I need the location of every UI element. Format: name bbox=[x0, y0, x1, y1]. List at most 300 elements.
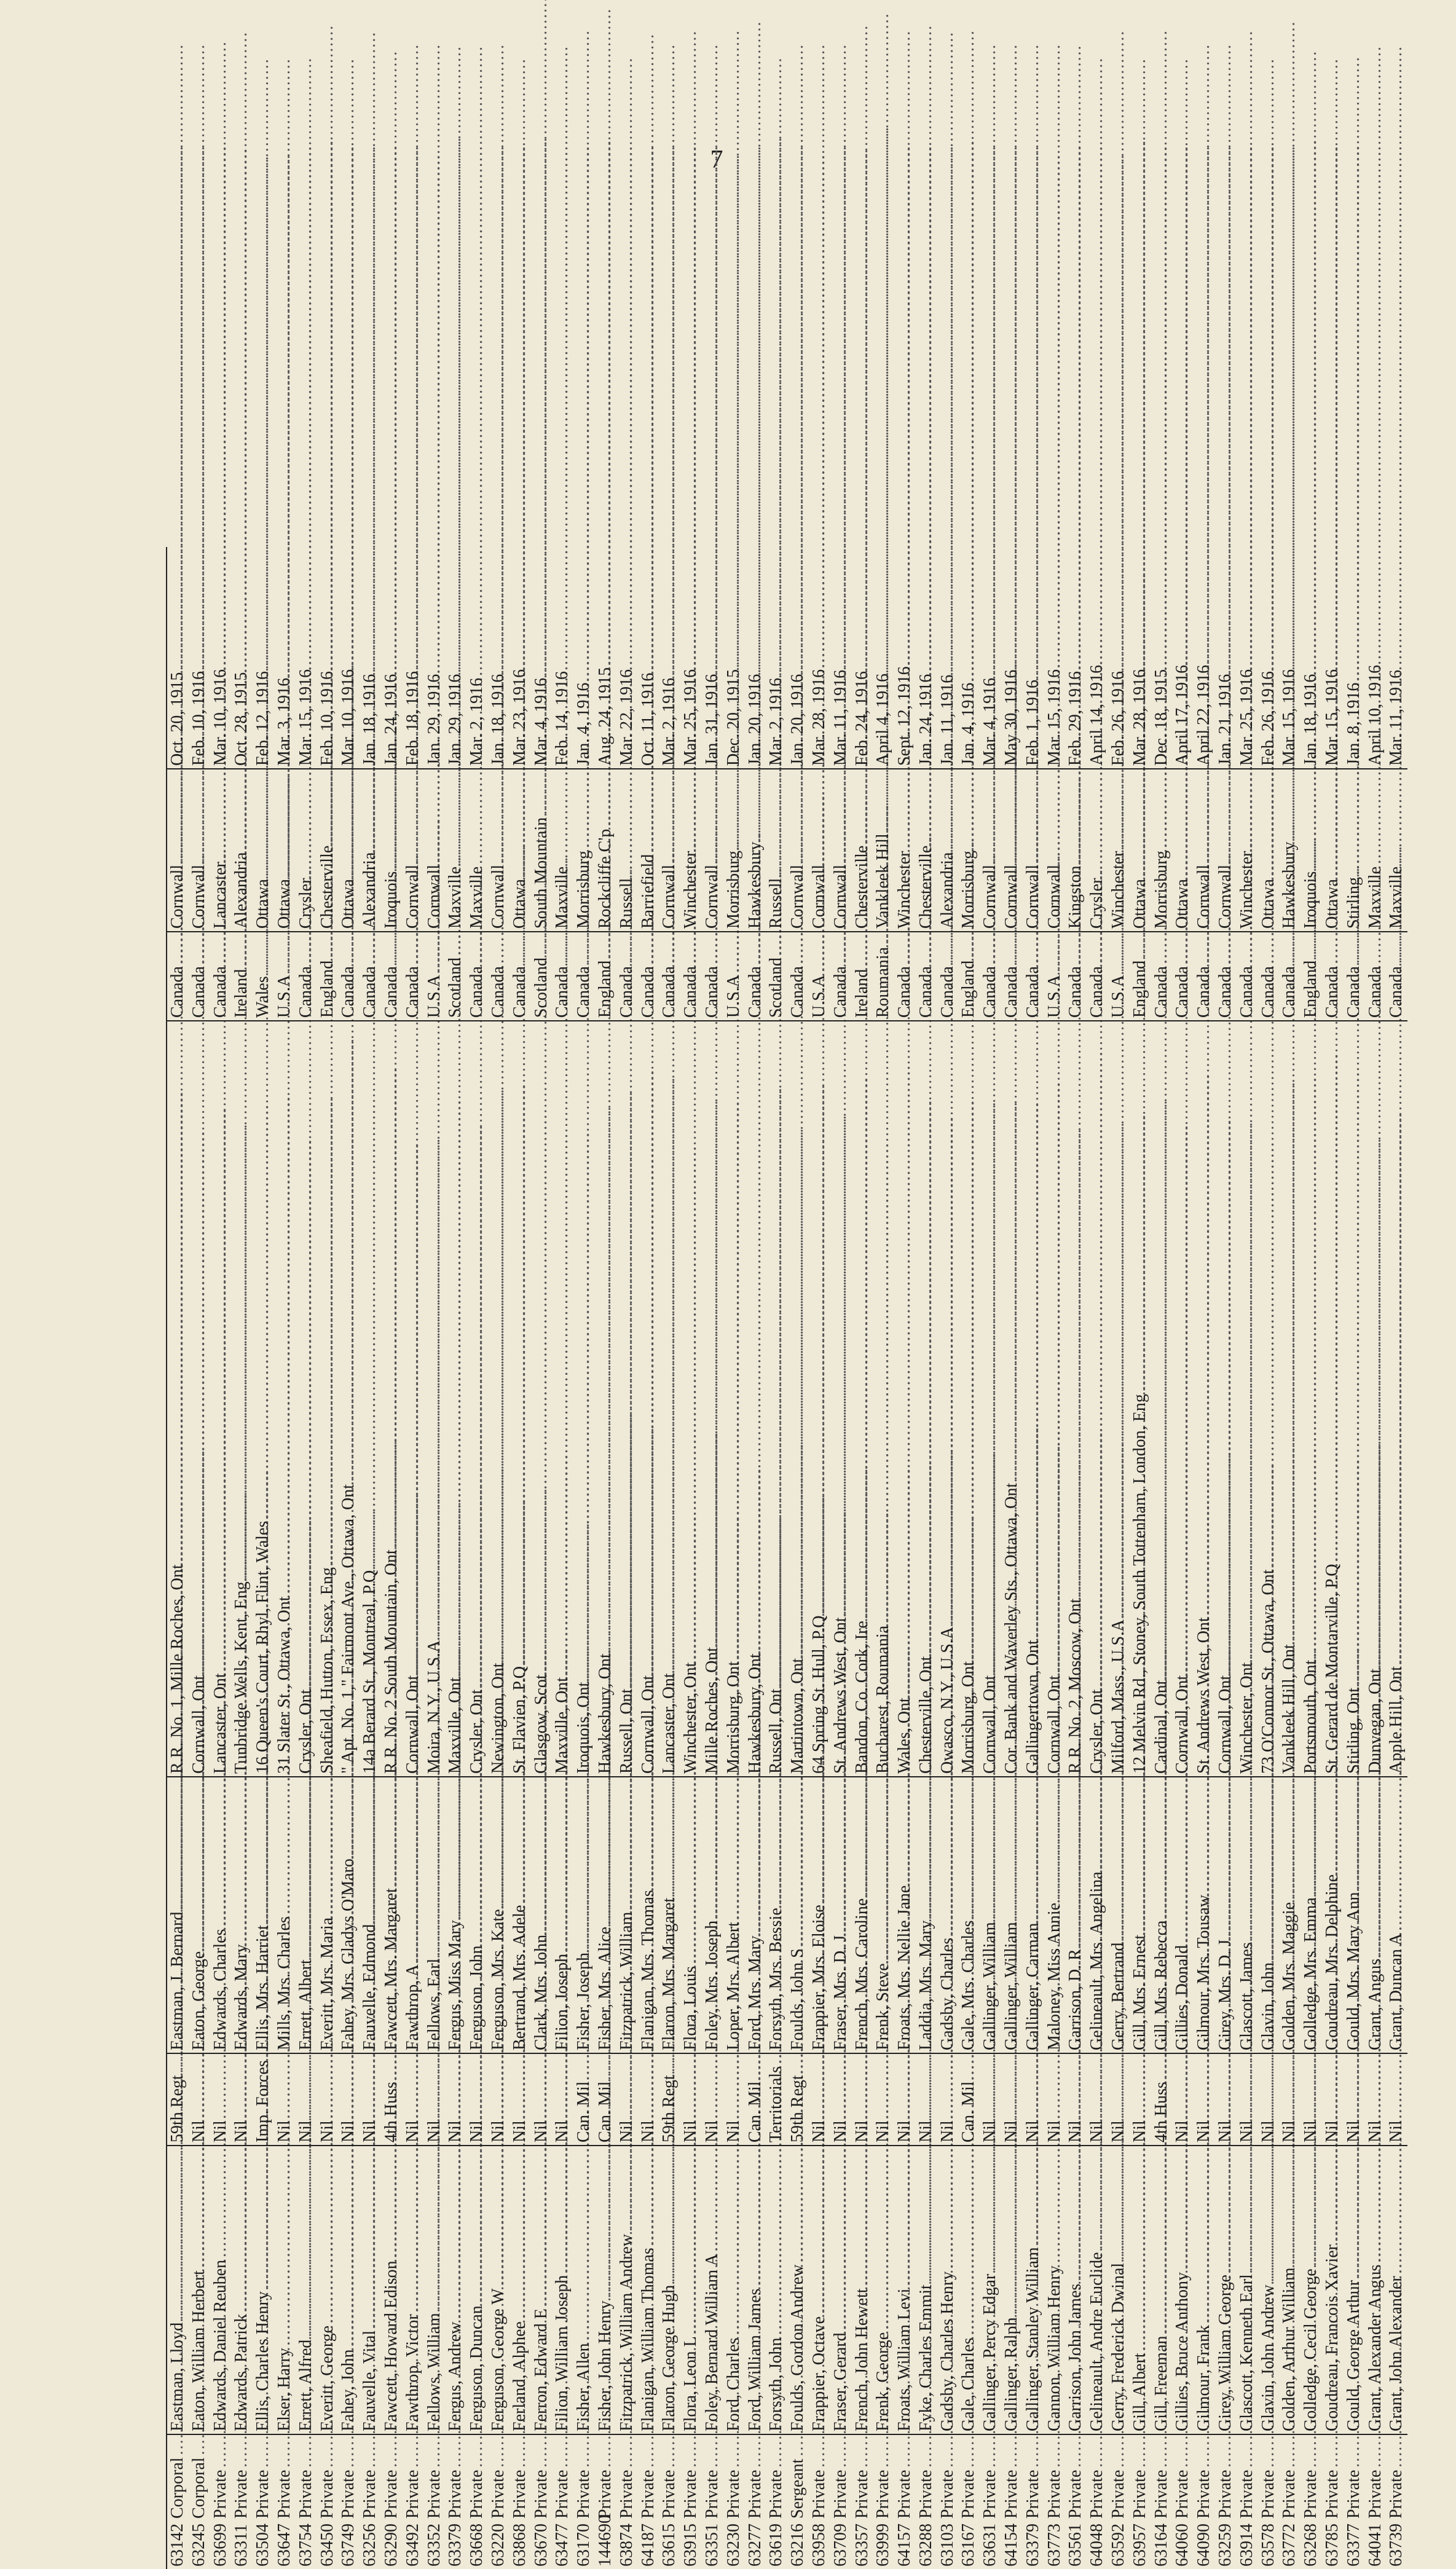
next-of-kin-cell: Eaton, George ..... bbox=[189, 1777, 210, 2054]
enlistment-place-cell: Ottawa ..... bbox=[338, 769, 360, 932]
previous-service-cell: Nil bbox=[1108, 2054, 1130, 2146]
next-of-kin-address-cell: Sheafield, Hutton, Essex, Eng ..... bbox=[317, 1021, 339, 1777]
enlistment-date-cell: Mar. 2, 1916 bbox=[466, 547, 488, 769]
previous-service-cell: Nil bbox=[680, 2054, 702, 2146]
rank-cell: Private ..... bbox=[1344, 2435, 1365, 2521]
previous-service-cell: Nil bbox=[488, 2054, 510, 2146]
regimental-number-cell: 63749 bbox=[339, 2524, 358, 2567]
birth-country-cell: Wales ..... bbox=[253, 932, 274, 1021]
enlistment-date-cell: April 22, 1916 bbox=[1194, 547, 1215, 769]
enlistment-place-cell: Russell ..... bbox=[616, 769, 638, 932]
next-of-kin-cell: Fergus, Miss Mary ..... bbox=[445, 1777, 466, 2054]
enlistment-place-cell: Cornwall ..... bbox=[1001, 769, 1023, 932]
soldier-name-cell: Frenk, George ..... bbox=[873, 2146, 894, 2435]
soldier-name-cell: Edwards, Patrick ..... bbox=[231, 2146, 253, 2435]
enlistment-date-cell: Jan. 18, 1916 bbox=[360, 547, 381, 769]
enlistment-date-cell: Oct. 28, 1915 bbox=[231, 547, 253, 769]
next-of-kin-address-cell: Owasco, N.Y., U.S.A ..... bbox=[937, 1021, 959, 1777]
next-of-kin-cell: Gallinger, Carman ..... bbox=[1023, 1777, 1044, 2054]
enlistment-place-cell: Winchester ..... bbox=[680, 769, 702, 932]
rank-cell: Private ..... bbox=[424, 2435, 446, 2521]
soldier-name-cell: Fisher, John Henry ..... bbox=[595, 2146, 616, 2435]
birth-country-cell: Scotland ..... bbox=[531, 932, 553, 1021]
soldier-name-cell: Forsyth, John ..... bbox=[766, 2146, 787, 2435]
enlistment-date-cell: Mar. 10, 1916 bbox=[338, 547, 360, 769]
soldier-name-cell: Ferguson, Duncan ..... bbox=[466, 2146, 488, 2435]
birth-country-cell: Canada ..... bbox=[659, 932, 680, 1021]
enlistment-place-cell: Cornwall ..... bbox=[403, 769, 424, 932]
enlistment-place-cell: Maxville ..... bbox=[466, 769, 488, 932]
table-row bbox=[809, 547, 830, 2569]
next-of-kin-cell: Golledge, Mrs. Emma ..... bbox=[1301, 1777, 1322, 2054]
regimental-number-cell: 64090 bbox=[1194, 2524, 1214, 2567]
previous-service-cell: Nil bbox=[638, 2054, 659, 2146]
regimental-number-cell: 63785 bbox=[1323, 2524, 1342, 2567]
table-row bbox=[1108, 547, 1130, 2569]
enlistment-place-cell: Iroquois ..... bbox=[381, 769, 403, 932]
birth-country-cell: Canada ..... bbox=[510, 932, 531, 1021]
next-of-kin-address-cell: 16 Queen's Court, Rhyl, Flint, Wales ..... bbox=[253, 1021, 274, 1777]
rank-cell: Private ..... bbox=[958, 2435, 980, 2521]
previous-service-cell: Nil bbox=[1001, 2054, 1023, 2146]
next-of-kin-address-cell: Crysler, Ont ..... bbox=[466, 1021, 488, 1777]
table-row bbox=[1301, 547, 1322, 2569]
soldier-name-cell: Foley, Bernard William A ..... bbox=[702, 2146, 723, 2435]
regimental-number-cell: 63357 bbox=[852, 2524, 872, 2567]
birth-country-cell: Canada ..... bbox=[210, 932, 232, 1021]
birth-country-cell: Canada ..... bbox=[1151, 932, 1173, 1021]
table-row bbox=[381, 547, 403, 2569]
next-of-kin-address-cell: Hawkesbury, Ont ..... bbox=[745, 1021, 766, 1777]
table-row bbox=[787, 547, 809, 2569]
birth-country-cell: U.S.A ..... bbox=[723, 932, 745, 1021]
birth-country-cell: Canada ..... bbox=[1365, 932, 1387, 1021]
enlistment-date-cell: Aug. 24, 1915 bbox=[595, 547, 616, 769]
next-of-kin-address-cell: Wales, Ont ..... bbox=[894, 1021, 916, 1777]
regimental-number-cell: 63103 bbox=[937, 2524, 957, 2567]
enlistment-date-cell: Jan. 11, 1916 bbox=[937, 547, 959, 769]
birth-country-cell: Canada ..... bbox=[1194, 932, 1215, 1021]
enlistment-date-cell: Mar. 4, 1916 bbox=[531, 547, 553, 769]
enlistment-date-cell: Jan. 4, 1916 bbox=[958, 547, 980, 769]
enlistment-place-cell: Hawkesbury ..... bbox=[1279, 769, 1301, 932]
soldier-name-cell: Gadsby, Charles Henry ..... bbox=[937, 2146, 959, 2435]
birth-country-cell: Canada ..... bbox=[1258, 932, 1280, 1021]
enlistment-place-cell: Ottawa ..... bbox=[1258, 769, 1280, 932]
regimental-number-cell: 63379 bbox=[446, 2524, 465, 2567]
rank-cell: Private ..... bbox=[659, 2435, 680, 2521]
previous-service-cell: Nil bbox=[1365, 2054, 1387, 2146]
previous-service-cell: Nil bbox=[189, 2054, 210, 2146]
rank-cell: Private ..... bbox=[894, 2435, 916, 2521]
next-of-kin-cell: Fellows, Earl ..... bbox=[424, 1777, 446, 2054]
enlistment-place-cell: Chesterville ..... bbox=[317, 769, 339, 932]
soldier-name-cell: Gallinger, Percy Edgar ..... bbox=[980, 2146, 1001, 2435]
next-of-kin-address-cell: St. Andrews West, Ont ..... bbox=[830, 1021, 852, 1777]
soldier-name-cell: Ferron, Edward E ..... bbox=[531, 2146, 553, 2435]
regimental-number-cell: 63492 bbox=[403, 2524, 422, 2567]
birth-country-cell: England ..... bbox=[595, 932, 616, 1021]
enlistment-place-cell: Vankleek Hill ..... bbox=[873, 769, 894, 932]
enlistment-place-cell: Cornwall ..... bbox=[830, 769, 852, 932]
previous-service-cell: Nil bbox=[274, 2054, 296, 2146]
enlistment-place-cell: Russell ..... bbox=[766, 769, 787, 932]
next-of-kin-cell: Filion, Joseph ..... bbox=[552, 1777, 573, 2054]
enlistment-place-cell: Ottawa ..... bbox=[1172, 769, 1194, 932]
birth-country-cell: Canada ..... bbox=[1001, 932, 1023, 1021]
table-row bbox=[1386, 547, 1407, 2569]
regimental-number-cell: 64187 bbox=[638, 2524, 658, 2567]
next-of-kin-address-cell: St. Andrews West, Ont ..... bbox=[1194, 1021, 1215, 1777]
enlistment-place-cell: Chesterville ..... bbox=[852, 769, 873, 932]
enlistment-place-cell: Iroquois ..... bbox=[1301, 769, 1322, 932]
enlistment-place-cell: Alexandria ..... bbox=[937, 769, 959, 932]
rank-cell: Private ..... bbox=[766, 2435, 787, 2521]
soldier-name-cell: Glavin, John Andrew ..... bbox=[1258, 2146, 1280, 2435]
regimental-number-cell: 63352 bbox=[424, 2524, 444, 2567]
birth-country-cell: Canada ..... bbox=[937, 932, 959, 1021]
next-of-kin-address-cell: Cornwall, Ont ..... bbox=[1044, 1021, 1066, 1777]
regimental-number-cell: 63220 bbox=[488, 2524, 508, 2567]
previous-service-cell: Territorials bbox=[766, 2054, 787, 2146]
rank-cell: Private ..... bbox=[916, 2435, 937, 2521]
previous-service-cell: Can. Mil bbox=[595, 2054, 616, 2146]
enlistment-date-cell: Jan. 20, 1916 bbox=[787, 547, 809, 769]
next-of-kin-cell: Foulds, John S ..... bbox=[787, 1777, 809, 2054]
soldier-name-cell: Ford, William James ..... bbox=[745, 2146, 766, 2435]
next-of-kin-address-cell: R.R. No. 2 South Mountain, Ont ..... bbox=[381, 1021, 403, 1777]
previous-service-cell: Nil bbox=[723, 2054, 745, 2146]
birth-country-cell: Canada ..... bbox=[1023, 932, 1044, 1021]
rank-cell: Private ..... bbox=[381, 2435, 403, 2521]
enlistment-place-cell: Winchester ..... bbox=[1237, 769, 1258, 932]
previous-service-cell: Nil bbox=[531, 2054, 553, 2146]
soldier-name-cell: Gallinger, Stanley William ..... bbox=[1023, 2146, 1044, 2435]
soldier-name-cell: Gilmour, Frank ..... bbox=[1194, 2146, 1215, 2435]
enlistment-date-cell: Mar. 4, 1916 bbox=[980, 547, 1001, 769]
regimental-number-cell: 63619 bbox=[766, 2524, 786, 2567]
soldier-name-cell: Gillies, Bruce Anthony ..... bbox=[1172, 2146, 1194, 2435]
next-of-kin-address-cell: Tunbridge Wells, Kent, Eng ..... bbox=[231, 1021, 253, 1777]
regimental-number-cell: 63592 bbox=[1109, 2524, 1128, 2567]
enlistment-date-cell: Feb. 14, 1916 bbox=[552, 547, 573, 769]
next-of-kin-address-cell: Russell, Ont ..... bbox=[616, 1021, 638, 1777]
enlistment-place-cell: Chesterville ..... bbox=[916, 769, 937, 932]
rank-cell: Private ..... bbox=[1130, 2435, 1151, 2521]
previous-service-cell: Nil bbox=[317, 2054, 339, 2146]
enlistment-date-cell: Feb. 26, 1916 bbox=[1108, 547, 1130, 769]
soldier-name-cell: Ford, Charles ..... bbox=[723, 2146, 745, 2435]
enlistment-date-cell: Jan. 31, 1916 bbox=[702, 547, 723, 769]
enlistment-place-cell: Cornwall ..... bbox=[702, 769, 723, 932]
enlistment-date-cell: Feb. 18, 1916 bbox=[403, 547, 424, 769]
next-of-kin-cell: Fisher, Joseph ..... bbox=[573, 1777, 595, 2054]
enlistment-place-cell: Morrisburg ..... bbox=[1151, 769, 1173, 932]
birth-country-cell: Canada ..... bbox=[381, 932, 403, 1021]
enlistment-place-cell: Ottawa ..... bbox=[510, 769, 531, 932]
rank-cell: Private ..... bbox=[638, 2435, 659, 2521]
next-of-kin-address-cell: Crysler, Ont ..... bbox=[296, 1021, 317, 1777]
table-row bbox=[573, 547, 595, 2569]
soldier-name-cell: Eastman, Lloyd ..... bbox=[167, 2146, 189, 2435]
next-of-kin-cell: Bertrand, Mrs. Adele ..... bbox=[510, 1777, 531, 2054]
birth-country-cell: Ireland ..... bbox=[852, 932, 873, 1021]
soldier-name-cell: Fyke, Charles Emmit ..... bbox=[916, 2146, 937, 2435]
table-row bbox=[745, 547, 766, 2569]
birth-country-cell: Canada ..... bbox=[1087, 932, 1108, 1021]
regimental-number-cell: 63668 bbox=[467, 2524, 487, 2567]
next-of-kin-cell: Fitzpatrick, William ..... bbox=[616, 1777, 638, 2054]
enlistment-place-cell: Crysler ..... bbox=[296, 769, 317, 932]
next-of-kin-cell: Garrison, D. R ..... bbox=[1065, 1777, 1087, 2054]
regimental-number-cell: 63377 bbox=[1344, 2524, 1363, 2567]
table-row bbox=[937, 547, 959, 2569]
soldier-name-cell: Fauvelle, Vital ..... bbox=[360, 2146, 381, 2435]
next-of-kin-address-cell: Maxville, Ont ..... bbox=[445, 1021, 466, 1777]
rank-cell: Private ..... bbox=[1001, 2435, 1023, 2521]
previous-service-cell: Nil bbox=[1087, 2054, 1108, 2146]
birth-country-cell: Canada ..... bbox=[702, 932, 723, 1021]
rank-cell: Private ..... bbox=[1258, 2435, 1280, 2521]
regimental-number-cell: 63915 bbox=[681, 2524, 701, 2567]
regimental-number-cell: 63170 bbox=[574, 2524, 594, 2567]
table-row bbox=[1237, 547, 1258, 2569]
regimental-number-cell: 63561 bbox=[1066, 2524, 1085, 2567]
soldier-name-cell: Errett, Alfred ..... bbox=[296, 2146, 317, 2435]
next-of-kin-cell: Forsyth, Mrs. Bessie ..... bbox=[766, 1777, 787, 2054]
birth-country-cell: U.S.A ..... bbox=[274, 932, 296, 1021]
table-row bbox=[510, 547, 531, 2569]
previous-service-cell: Nil bbox=[1386, 2054, 1407, 2146]
next-of-kin-cell: Froats, Mrs. Nellie Jane ..... bbox=[894, 1777, 916, 2054]
soldier-name-cell: Frappier, Octave ..... bbox=[809, 2146, 830, 2435]
rank-cell: Private ..... bbox=[466, 2435, 488, 2521]
table-row bbox=[1001, 547, 1023, 2569]
page-number: 7 bbox=[710, 146, 723, 174]
previous-service-cell: Nil bbox=[552, 2054, 573, 2146]
enlistment-place-cell: Cornwall ..... bbox=[659, 769, 680, 932]
enlistment-place-cell: Ottawa ..... bbox=[1322, 769, 1344, 932]
previous-service-cell: 59th Regt bbox=[167, 2054, 189, 2146]
next-of-kin-cell: Fraser, Mrs. D. J ..... bbox=[830, 1777, 852, 2054]
rank-cell: Private ..... bbox=[1365, 2435, 1387, 2521]
soldier-name-cell: Garrison, John James ..... bbox=[1065, 2146, 1087, 2435]
next-of-kin-cell: Eastman, J. Bernard ..... bbox=[167, 1777, 189, 2054]
enlistment-date-cell: Jan. 29, 1916 bbox=[424, 547, 446, 769]
rank-cell: Private ..... bbox=[852, 2435, 873, 2521]
table-row bbox=[424, 547, 446, 2569]
rank-cell: Private ..... bbox=[723, 2435, 745, 2521]
rank-cell: Corporal ..... bbox=[189, 2435, 210, 2521]
rank-cell: Private ..... bbox=[1386, 2435, 1407, 2521]
enlistment-date-cell: Jan. 18, 1916 bbox=[1301, 547, 1322, 769]
table-row bbox=[166, 547, 189, 2569]
enlistment-place-cell: Morrisburg ..... bbox=[958, 769, 980, 932]
enlistment-place-cell: Cornwall ..... bbox=[1215, 769, 1237, 932]
birth-country-cell: U.S.A ..... bbox=[809, 932, 830, 1021]
birth-country-cell: Canada ..... bbox=[296, 932, 317, 1021]
enlistment-place-cell: Ottawa ..... bbox=[1130, 769, 1151, 932]
next-of-kin-cell: Frappier, Mrs. Eloise ..... bbox=[809, 1777, 830, 2054]
birth-country-cell: Canada ..... bbox=[403, 932, 424, 1021]
next-of-kin-address-cell: 64 Spring St. Hull, P.Q ..... bbox=[809, 1021, 830, 1777]
soldier-name-cell: Gelineault, Andre Euclide ..... bbox=[1087, 2146, 1108, 2435]
table-row bbox=[659, 547, 680, 2569]
next-of-kin-address-cell: Milford, Mass., U.S.A ..... bbox=[1108, 1021, 1130, 1777]
next-of-kin-address-cell: Portsmouth, Ont ..... bbox=[1301, 1021, 1322, 1777]
regimental-number-cell: 63504 bbox=[253, 2524, 273, 2567]
rank-cell: Private ..... bbox=[210, 2435, 232, 2521]
enlistment-place-cell: Ottawa ..... bbox=[253, 769, 274, 932]
birth-country-cell: Scotland ..... bbox=[445, 932, 466, 1021]
rank-cell: Private ..... bbox=[1108, 2435, 1130, 2521]
enlistment-date-cell: Mar. 28, 1916 bbox=[1130, 547, 1151, 769]
next-of-kin-address-cell: Martintown, Ont ..... bbox=[787, 1021, 809, 1777]
birth-country-cell: Canada ..... bbox=[616, 932, 638, 1021]
enlistment-date-cell: Feb. 29, 1916 bbox=[1065, 547, 1087, 769]
next-of-kin-address-cell: Cornwall, Ont ..... bbox=[403, 1021, 424, 1777]
soldier-name-cell: Gale, Charles ..... bbox=[958, 2146, 980, 2435]
next-of-kin-address-cell: Cornwall, Ont ..... bbox=[980, 1021, 1001, 1777]
birth-country-cell: Canada ..... bbox=[980, 932, 1001, 1021]
table-row bbox=[338, 547, 360, 2569]
table-row bbox=[873, 547, 894, 2569]
rank-cell: Private ..... bbox=[552, 2435, 573, 2521]
enlistment-date-cell: Feb. 26, 1916 bbox=[1258, 547, 1280, 769]
next-of-kin-address-cell: " Apt. No. 1," Fairmont Ave., Ottawa, Ont ..... bbox=[338, 1021, 360, 1777]
next-of-kin-address-cell: Moira, N.Y., U.S.A ..... bbox=[424, 1021, 446, 1777]
previous-service-cell: Imp. Forces bbox=[253, 2054, 274, 2146]
next-of-kin-cell: Gilmour, Mrs. Tousaw ..... bbox=[1194, 1777, 1215, 2054]
enlistment-place-cell: Cornwall ..... bbox=[167, 769, 189, 932]
rank-cell: Private ..... bbox=[1194, 2435, 1215, 2521]
soldier-name-cell: Golden, Arthur William ..... bbox=[1279, 2146, 1301, 2435]
rank-cell: Private ..... bbox=[1023, 2435, 1044, 2521]
table-row bbox=[445, 547, 466, 2569]
enlistment-date-cell: Mar. 11, 1916 bbox=[1386, 547, 1407, 769]
previous-service-cell: Nil bbox=[873, 2054, 894, 2146]
enlistment-date-cell: April 14, 1916 bbox=[1087, 547, 1108, 769]
next-of-kin-address-cell: Dunvegan, Ont ..... bbox=[1365, 1021, 1387, 1777]
soldier-name-cell: Flanigan, William Thomas ..... bbox=[638, 2146, 659, 2435]
previous-service-cell: Can. Mil bbox=[745, 2054, 766, 2146]
previous-service-cell: Nil bbox=[424, 2054, 446, 2146]
next-of-kin-address-cell: Cornwall, Ont ..... bbox=[638, 1021, 659, 1777]
enlistment-date-cell: Mar. 25, 1916 bbox=[680, 547, 702, 769]
soldier-name-cell: Gill, Albert ..... bbox=[1130, 2146, 1151, 2435]
table-row bbox=[1065, 547, 1087, 2569]
next-of-kin-address-cell: Morrisburg, Ont ..... bbox=[723, 1021, 745, 1777]
table-row bbox=[680, 547, 702, 2569]
enlistment-date-cell: Feb. 1, 1916 bbox=[1023, 547, 1044, 769]
table-row bbox=[317, 547, 339, 2569]
regimental-number-cell: 64041 bbox=[1365, 2524, 1385, 2567]
previous-service-cell: Nil bbox=[210, 2054, 232, 2146]
birth-country-cell: U.S.A ..... bbox=[1044, 932, 1066, 1021]
rank-cell: Private ..... bbox=[937, 2435, 959, 2521]
table-row bbox=[466, 547, 488, 2569]
soldier-name-cell: Flora, Leon L ..... bbox=[680, 2146, 702, 2435]
regimental-number-cell: 63670 bbox=[531, 2524, 551, 2567]
rank-cell: Private ..... bbox=[680, 2435, 702, 2521]
enlistment-date-cell: Mar. 22, 1916 bbox=[616, 547, 638, 769]
enlistment-date-cell: Jan. 20, 1916 bbox=[745, 547, 766, 769]
next-of-kin-cell: Edwards, Mary ..... bbox=[231, 1777, 253, 2054]
next-of-kin-cell: Fauvelle, Edmond ..... bbox=[360, 1777, 381, 2054]
rank-cell: Private ..... bbox=[809, 2435, 830, 2521]
enlistment-place-cell: South Mountain ..... bbox=[531, 769, 553, 932]
next-of-kin-address-cell: Gallingertown, Ont ..... bbox=[1023, 1021, 1044, 1777]
birth-country-cell: Ireland ..... bbox=[231, 932, 253, 1021]
table-row bbox=[1215, 547, 1237, 2569]
next-of-kin-cell: Laddia, Mrs. Mary ..... bbox=[916, 1777, 937, 2054]
previous-service-cell: Nil bbox=[937, 2054, 959, 2146]
soldier-name-cell: Fahey, John ..... bbox=[338, 2146, 360, 2435]
enlistment-place-cell: Cornwall ..... bbox=[980, 769, 1001, 932]
enlistment-place-cell: Cornwall ..... bbox=[787, 769, 809, 932]
next-of-kin-address-cell: Winchester, Ont ..... bbox=[680, 1021, 702, 1777]
previous-service-cell: Nil bbox=[702, 2054, 723, 2146]
soldier-name-cell: Gould, George Arthur ..... bbox=[1344, 2146, 1365, 2435]
soldier-name-cell: French, John Hewett ..... bbox=[852, 2146, 873, 2435]
enlistment-date-cell: Mar. 2, 1916 bbox=[659, 547, 680, 769]
next-of-kin-address-cell: Russell, Ont ..... bbox=[766, 1021, 787, 1777]
rank-cell: Private ..... bbox=[274, 2435, 296, 2521]
enlistment-place-cell: Winchester ..... bbox=[894, 769, 916, 932]
next-of-kin-address-cell: Crysler, Ont ..... bbox=[1087, 1021, 1108, 1777]
enlistment-date-cell: Mar. 15, 1916 bbox=[296, 547, 317, 769]
rank-cell: Private ..... bbox=[595, 2435, 616, 2521]
rank-cell: Private ..... bbox=[231, 2435, 253, 2521]
table-row bbox=[766, 547, 787, 2569]
next-of-kin-address-cell: Lancaster, Ont ..... bbox=[210, 1021, 232, 1777]
next-of-kin-cell: French, Mrs. Caroline ..... bbox=[852, 1777, 873, 2054]
enlistment-date-cell: Mar. 15, 1916 bbox=[1044, 547, 1066, 769]
soldier-name-cell: Ferland, Alphee ..... bbox=[510, 2146, 531, 2435]
previous-service-cell: Nil bbox=[296, 2054, 317, 2146]
regimental-number-cell: 63256 bbox=[360, 2524, 380, 2567]
rank-cell: Private ..... bbox=[702, 2435, 723, 2521]
table-row bbox=[723, 547, 745, 2569]
previous-service-cell: Nil bbox=[1258, 2054, 1280, 2146]
next-of-kin-address-cell: Bandon, Co. Cork, Ire ..... bbox=[852, 1021, 873, 1777]
rank-cell: Private ..... bbox=[1065, 2435, 1087, 2521]
table-row bbox=[1130, 547, 1151, 2569]
regimental-number-cell: 63957 bbox=[1130, 2524, 1149, 2567]
rank-cell: Private ..... bbox=[1215, 2435, 1237, 2521]
next-of-kin-cell: Grant, Angus ..... bbox=[1365, 1777, 1387, 2054]
table-row bbox=[702, 547, 723, 2569]
birth-country-cell: England ..... bbox=[1130, 932, 1151, 1021]
soldier-name-cell: Eaton, William Herbert ..... bbox=[189, 2146, 210, 2435]
previous-service-cell: Nil bbox=[616, 2054, 638, 2146]
enlistment-date-cell: Mar. 23, 1916 bbox=[510, 547, 531, 769]
next-of-kin-cell: Goudreau, Mrs. Delphine ..... bbox=[1322, 1777, 1344, 2054]
next-of-kin-cell: Maloney, Miss Annie ..... bbox=[1044, 1777, 1066, 2054]
table-row bbox=[403, 547, 424, 2569]
enlistment-date-cell: Feb. 24, 1916 bbox=[852, 547, 873, 769]
birth-country-cell: Canada ..... bbox=[1237, 932, 1258, 1021]
previous-service-cell: 59th Regt bbox=[659, 2054, 680, 2146]
previous-service-cell: Nil bbox=[1279, 2054, 1301, 2146]
table-row bbox=[253, 547, 274, 2569]
enlistment-place-cell: Alexandria ..... bbox=[360, 769, 381, 932]
regimental-number-cell: 64060 bbox=[1173, 2524, 1192, 2567]
enlistment-date-cell: Jan. 24, 1916 bbox=[916, 547, 937, 769]
table-row bbox=[360, 547, 381, 2569]
birth-country-cell: Canada ..... bbox=[1065, 932, 1087, 1021]
previous-service-cell: Nil bbox=[894, 2054, 916, 2146]
